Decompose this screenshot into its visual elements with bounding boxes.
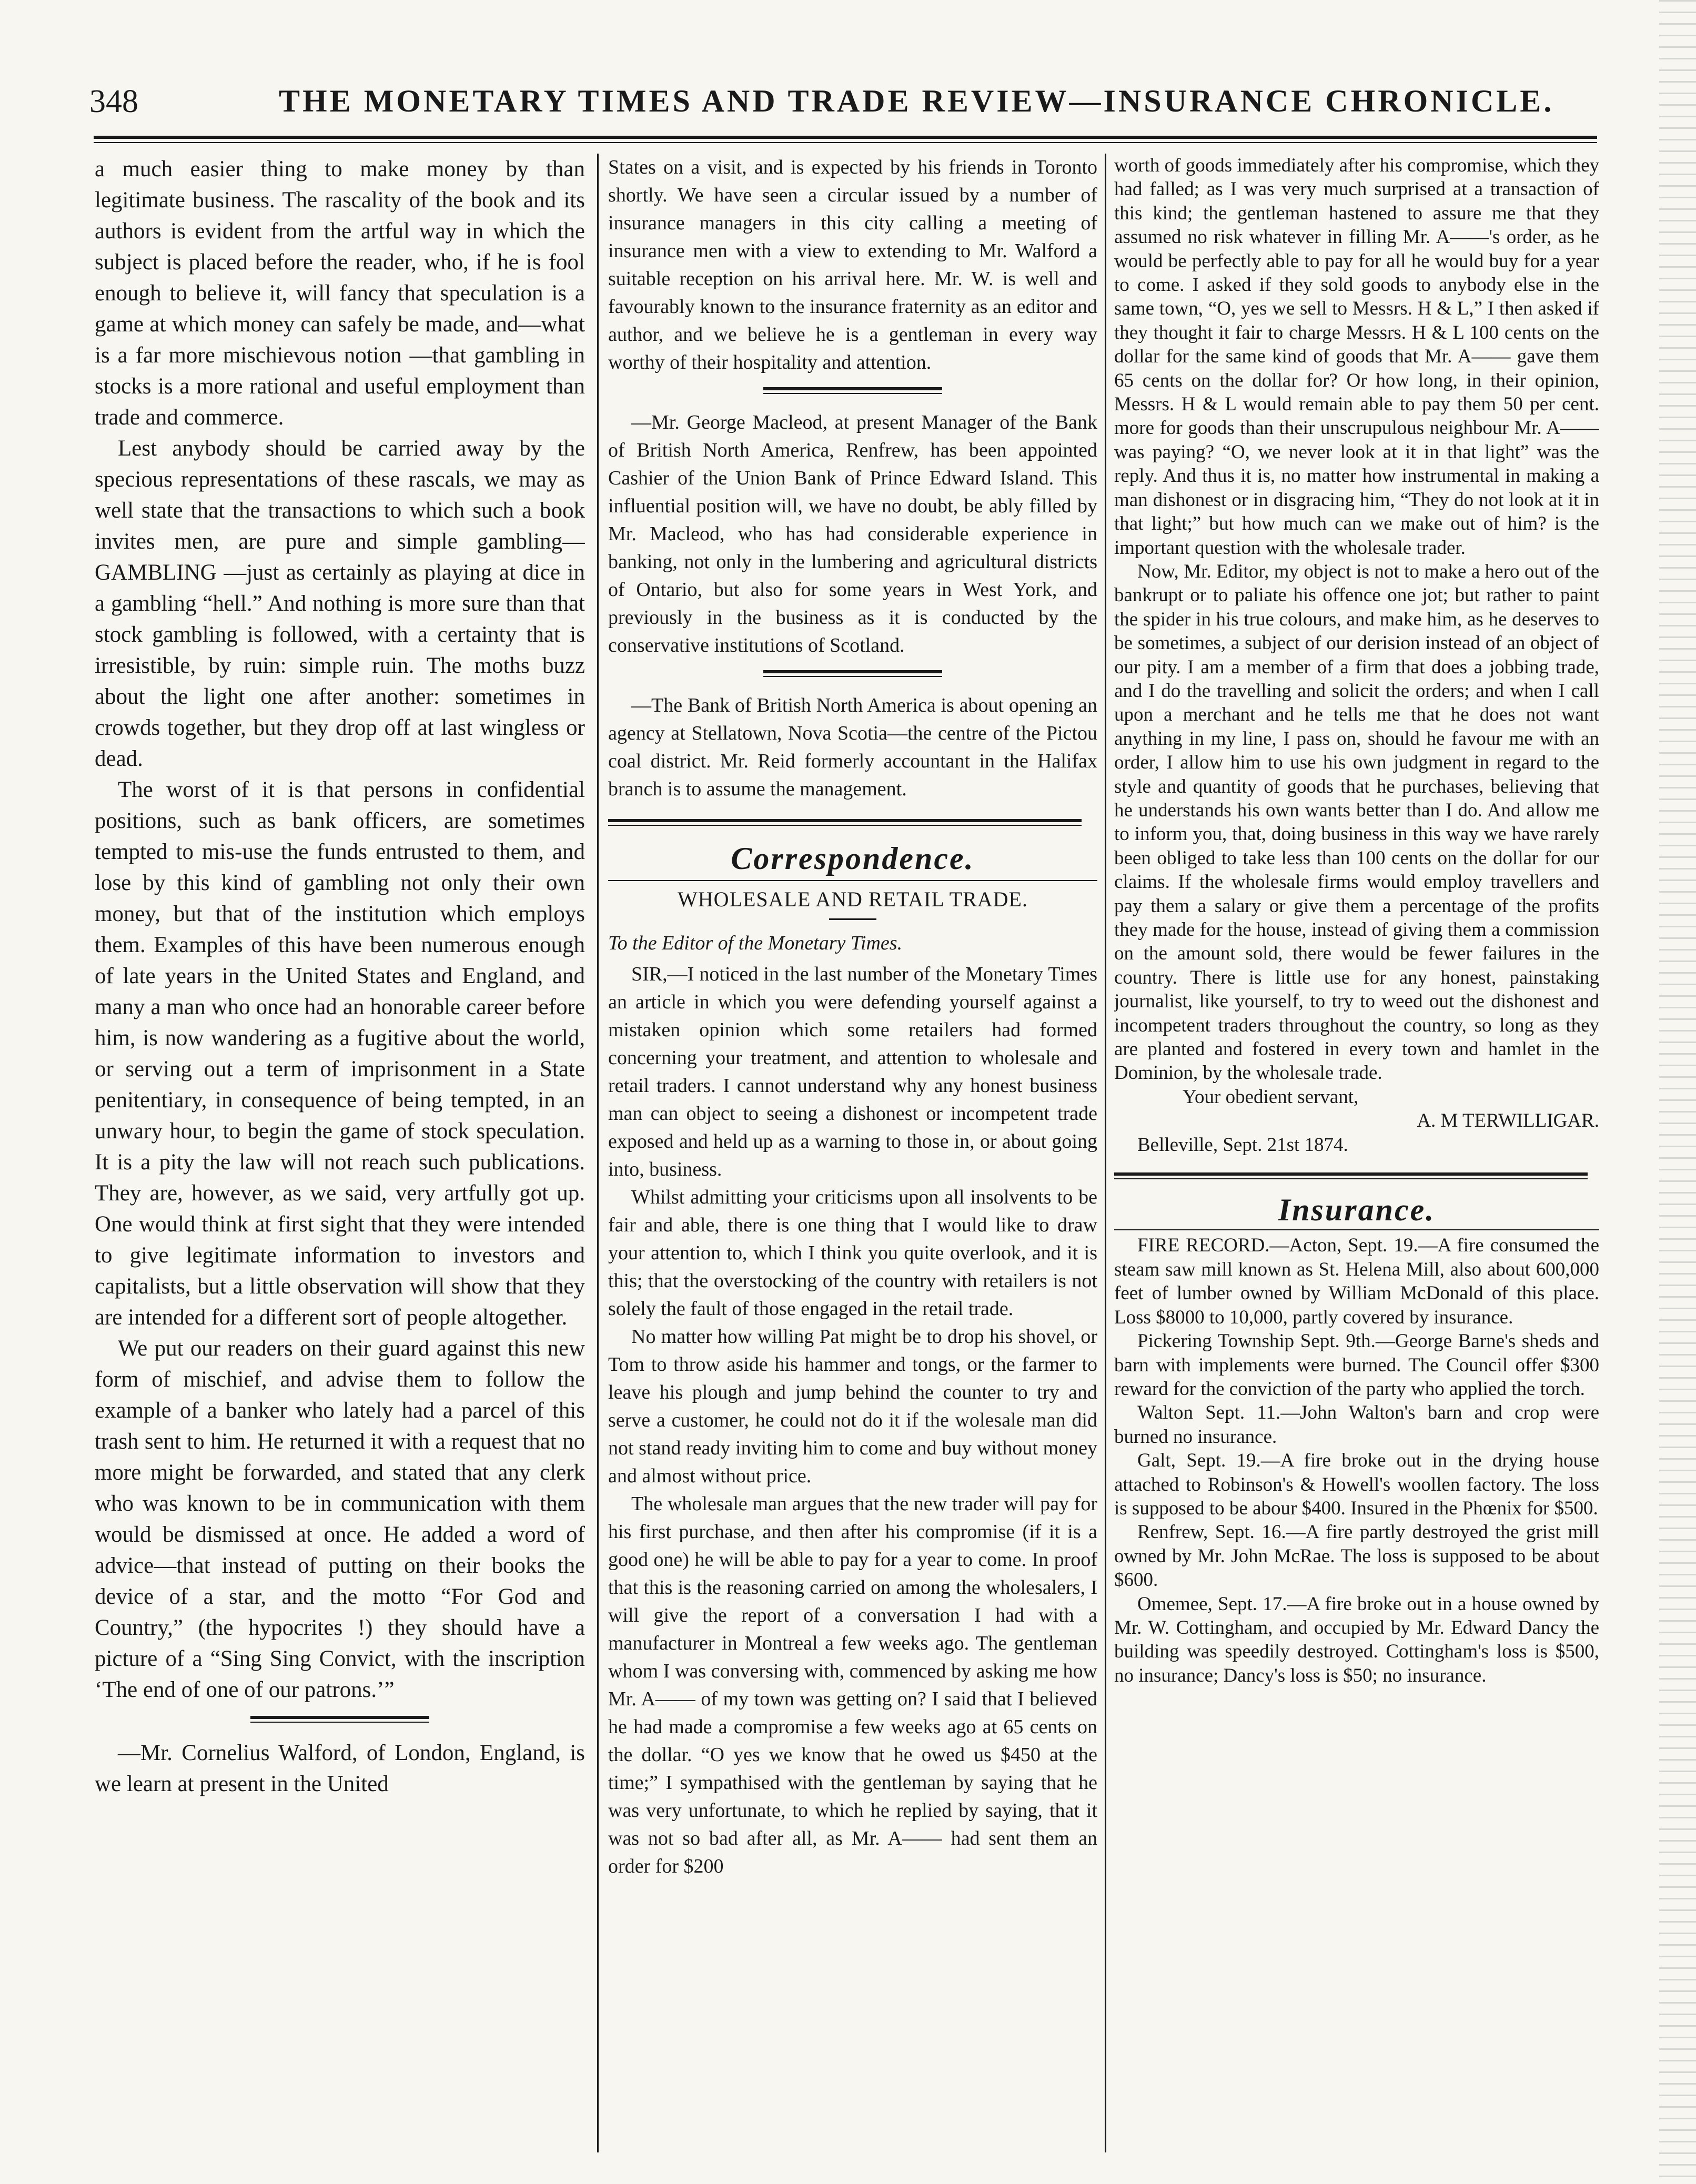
column-3 [1114,154,1599,2155]
section-title-insurance: Insurance. [1278,1192,1436,1228]
paragraph: The worst of it is that persons in confidential positions, such as bank officers, are sometimes tempted to mis-use the funds entrusted to them, and lose by this kind of gambling not only their own money, but that of the institution which employs them. Examples of this have been numerous enough of late years in the United States and England, and many a man who once had an honorable career before him, is now wandering as a fugitive about the world, or serving out a term of imprisonment in a State penitentiary, in consequence of being tempted, in an unwary hour, to begin the game of stock speculation. It is a pity the law will not reach such publications. They are, however, as we said, very artfully got up. One would think at first sight that they were intended to give legitimate information to investors and capitalists, but a little observation will show that they are intended for a different sort of people altogether. [95,777,585,1330]
section-title-correspondence: Correspondence. [731,841,975,876]
separator-rule [250,1716,429,1723]
paragraph: —The Bank of British North America is about opening an agency at Stellatown, Nova Scotia—the centre of the Pictou coal district. Mr. Reid formerly accountant in the Halifax branch is to assume the management. [608,694,1097,800]
paragraph: FIRE RECORD.—Acton, Sept. 19.—A fire consumed the steam saw mill known as St. Helena Mill, also about 600,000 feet of lumber owned by William McDonald of this place. Loss $8000 to 10,000, partly covered by insurance. [1114,1235,1599,1328]
section-rule [608,819,1082,826]
page-header [89,83,1599,125]
paragraph: Pickering Township Sept. 9th.—George Barne's sheds and barn with implements were burned. The Council offer $300 reward for the conviction of the party who applied the torch. [1114,1330,1599,1400]
short-rule [829,918,876,920]
separator-rule [763,387,942,394]
article-title: WHOLESALE AND RETAIL TRADE. [678,887,1028,911]
paragraph: Renfrew, Sept. 16.—A fire partly destroyed the grist mill owned by Mr. John McRae. The loss is supposed to be about $600. [1114,1521,1599,1591]
separator-rule [763,670,942,677]
paragraph: —Mr. Cornelius Walford, of London, England, is we learn at present in the United [95,1741,585,1796]
paragraph: Walton Sept. 11.—John Walton's barn and crop were burned no insurance. [1114,1402,1599,1448]
paragraph: Lest anybody should be carried away by the specious representations of these rascals, we may as well state that the transactions to which such a book invites men, are pure and simple gambling—GAMBLING —just as certainly as playing at dice in a gambling “hell.” And nothing is more sure than that stock gambling is followed, with a certainty that is irresistible, by ruin: simple ruin. The moths buzz about the light one after another: sometimes in crowds together, but they drop off at last wingless or dead. [95,436,585,771]
paragraph: SIR,—I noticed in the last number of the Monetary Times an article in which you were defending yourself against a mistaken opinion which some retailers had formed concerning your treatment, and attention to wholesale and retail traders. I cannot understand why any honest business man can object to seeing a dishonest or incompetent trade exposed and held up as a warning to those in, or about going into, business. [608,963,1097,1180]
header-rule [94,136,1597,143]
letter-closing: Your obedient servant, [1183,1086,1359,1108]
running-head: THE MONETARY TIMES AND TRADE REVIEW—INSURANCE CHRONICLE. [279,84,1554,118]
page-edge-shadow [1659,0,1696,2184]
paragraph: Galt, Sept. 19.—A fire broke out in the drying house attached to Robinson's & Howell's woollen factory. The loss is supposed to be abour $400. Insured in the Phœnix for $500. [1114,1450,1599,1519]
column-2 [608,154,1097,2155]
letter-dateline: Belleville, Sept. 21st 1874. [1137,1134,1348,1156]
paragraph: Now, Mr. Editor, my object is not to make a hero out of the bankrupt or to paliate his offence one jot; but rather to paint the spider in his true colours, and make him, as he deserves to be sometimes, a subject of our derision instead of an object of our pity. I am a member of a firm that does a jobbing trade, and I do the travelling and solicit the orders; and when I call upon a merchant and he tells me that he does not want anything in my line, I pass on, should he favour me with an order, I allow him to use his own judgment in regard to the style and quantity of goods that he purchases, believing that he understands his own wants better than I do. And allow me to inform you, that, doing business in this way we have rarely been obliged to take less than 100 cents on the dollar for our claims. If the wholesale firms would employ travellers and pay them a salary or give them a percentage of the profits they made for the house, instead of giving them a commission on the amount sold, there would be fewer failures in the country. There is little use for any honest, painstaking journalist, like yourself, to try to weed out the dishonest and incompetent traders throughout the country, so long as they are planted and fostered in every town and hamlet in the Dominion, by the wholesale trade. [1114,560,1599,1084]
paragraph: The wholesale man argues that the new trader will pay for his first purchase, and then after his compromise (if it is a good one) he will be able to pay for a year to come. In proof that this is the reasoning carried on among the wholesalers, I will give the report of a conversation I had with a manufacturer in Montreal a few weeks ago. The gentleman whom I was conversing with, commenced by asking me how Mr. A—— of my town was getting on? I said that I believed he had made a compromise a few weeks ago at 65 cents on the dollar. “O yes we know that he owed us $450 at the time;” I sympathised with the gentleman by saying that he was very unfortunate, to which he replied by saying, that it was not so bad after all, as Mr. A—— had sent them an order for $200 [608,1493,1097,1877]
paragraph: —Mr. George Macleod, at present Manager of the Bank of British North America, Renfrew, has been appointed Cashier of the Union Bank of Prince Edward Island. This influential position will, we have no doubt, be ably filled by Mr. Macleod, who has had considerable experience in banking, not only in the lumbering and agricultural districts of Ontario, but also for some years in West York, and previously in the business as it is conducted by the conservative institutions of Scotland. [608,411,1097,656]
section-rule [1114,1172,1588,1179]
paragraph: a much easier thing to make money by than legitimate business. The rascality of the book and its authors is evident from the artful way in which the subject is placed before the reader, who, if he is fool enough to believe it, will fancy that speculation is a game at which money can safely be made, and—what is a far more mischievous notion —that gambling in stocks is a more rational and useful employment than trade and commerce. [95,157,585,430]
column-1 [95,154,585,2155]
paragraph: Omemee, Sept. 17.—A fire broke out in a house owned by Mr. W. Cottingham, and occupied by Mr. Edward Dancy the building was speedily destroyed. Cottingham's loss is $500, no insurance; Dancy's loss is $50; no insurance. [1114,1593,1599,1686]
column-divider [597,154,599,2152]
letter-signature: A. M TERWILLIGAR. [1417,1110,1599,1132]
to-editor-line: To the Editor of the Monetary Times. [608,932,903,954]
paragraph: worth of goods immediately after his compromise, which they had falled; as I was very much surprised at a transaction of this kind; the gentleman hastened to assure me that they assumed no risk whatever in filling Mr. A——'s order, as he would be perfectly able to pay for all he would buy for a year to come. I asked if they sold goods to anybody else in the same town, “O, yes we sell to Messrs. H & L,” I then asked if they thought it fair to charge Messrs. H & L 100 cents on the dollar for the same kind of goods that Mr. A—— gave them 65 cents on the dollar for? Or how long, in their opinion, Messrs. H & L would remain able to pay them 50 per cent. more for goods than their unscrupulous neighbour Mr. A—— was paying? “O, we never look at it in that light” was the reply. And thus it is, no matter how instrumental in making a man dishonest or in disgracing him, “They do not look at it in that light;” but how much can we make out of him? is the important question with the wholesale trader. [1114,155,1599,559]
thin-rule [1114,1229,1599,1230]
page-number: 348 [89,84,138,119]
paragraph: States on a visit, and is expected by his friends in Toronto shortly. We have seen a circular issued by a number of insurance managers in this city calling a meeting of insurance men with a view to extending to Mr. Walford a suitable reception on his arrival here. Mr. W. is well and favourably known to the insurance fraternity as an editor and author, and we believe he is a gentleman in every way worthy of their hospitality and attention. [608,156,1097,373]
column-divider [1105,154,1106,2152]
paragraph: No matter how willing Pat might be to drop his shovel, or Tom to throw aside his hammer and tongs, or the farmer to leave his plough and jump behind the counter to try and serve a customer, he could not do it if the wolesale man did not stand ready inviting him to come and buy without money and almost without price. [608,1326,1097,1487]
paragraph: Whilst admitting your criticisms upon all insolvents to be fair and able, there is one thing that I would like to draw your attention to, which I think you quite overlook, and it is this; that the overstocking of the country with retailers is not solely the fault of those engaged in the retail trade. [608,1186,1097,1320]
thin-rule [608,880,1097,881]
paragraph: We put our readers on their guard against this new form of mischief, and advise them to follow the example of a banker who lately had a parcel of this trash sent to him. He returned it with a request that no more might be forwarded, and stated that any clerk who was known to be in communication with them would be dismissed at once. He added a word of advice—that instead of putting on their books the device of a star, and the motto “For God and Country,” (the hypocrites !) they should have a picture of a “Sing Sing Convict, with the inscription ‘The end of one of our patrons.’” [95,1336,585,1702]
